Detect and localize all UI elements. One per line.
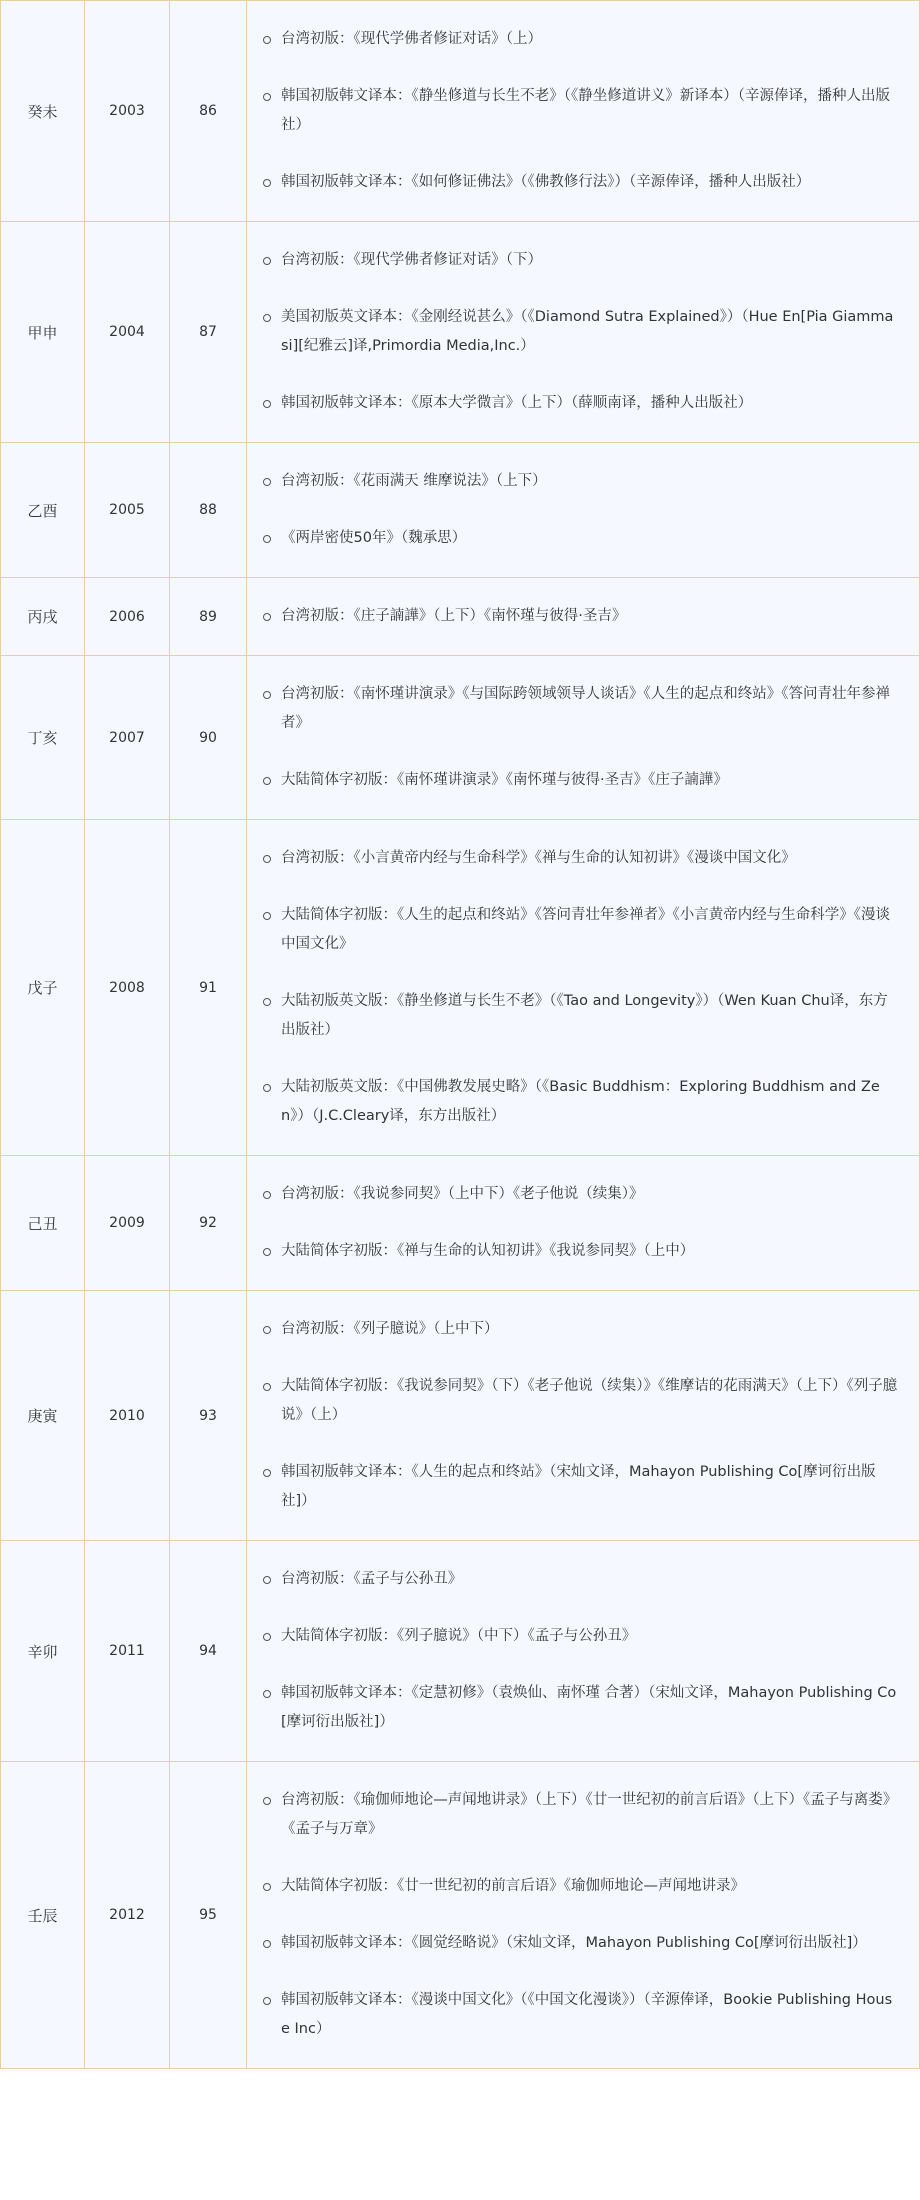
ganzhi-cell: 戊子 (1, 820, 85, 1156)
year-cell: 2004 (85, 222, 170, 443)
ganzhi-cell: 壬辰 (1, 1762, 85, 2069)
event-list (263, 1180, 899, 1266)
events-cell (247, 443, 920, 578)
year-cell: 2008 (85, 820, 170, 1156)
event-list (263, 1315, 899, 1516)
table-row (1, 1541, 920, 1762)
list-item: 大陆简体字初版：《禅与生命的认知初讲》《我说参同契》（上中） (263, 1237, 899, 1266)
year-cell: 2011 (85, 1541, 170, 1762)
list-item: 台湾初版：《现代学佛者修证对话》（上） (263, 25, 899, 54)
ganzhi-cell: 甲申 (1, 222, 85, 443)
year-cell: 2003 (85, 1, 170, 222)
event-list (263, 467, 899, 553)
table-row (1, 443, 920, 578)
list-item: 韩国初版韩文译本：《漫谈中国文化》（《中国文化漫谈》）（辛源俸译，Bookie Publishing House Inc） (263, 1986, 899, 2044)
list-item: 台湾初版：《小言黄帝内经与生命科学》《禅与生命的认知初讲》《漫谈中国文化》 (263, 844, 899, 873)
age-cell: 94 (170, 1541, 247, 1762)
table-row (1, 578, 920, 656)
list-item: 美国初版英文译本：《金刚经说甚么》（《Diamond Sutra Explained》）（Hue En[Pia Giammasi][纪雅云]译,Primordia Media,Inc.） (263, 303, 899, 361)
list-item: 台湾初版：《庄子諵譁》（上下）《南怀瑾与彼得·圣吉》 (263, 602, 899, 631)
list-item: 大陆简体字初版：《廿一世纪初的前言后语》《瑜伽师地论—声闻地讲录》 (263, 1872, 899, 1901)
list-item: 台湾初版：《列子臆说》（上中下） (263, 1315, 899, 1344)
list-item: 《两岸密使50年》（魏承思） (263, 524, 899, 553)
list-item: 大陆简体字初版：《列子臆说》（中下）《孟子与公孙丑》 (263, 1622, 899, 1651)
event-list (263, 25, 899, 197)
age-cell: 93 (170, 1291, 247, 1541)
list-item: 大陆简体字初版：《南怀瑾讲演录》《南怀瑾与彼得·圣吉》《庄子諵譁》 (263, 766, 899, 795)
age-cell: 88 (170, 443, 247, 578)
event-list (263, 680, 899, 795)
table-row (1, 222, 920, 443)
list-item: 韩国初版韩文译本：《静坐修道与长生不老》（《静坐修道讲义》新译本）（辛源俸译，播种人出版社） (263, 82, 899, 140)
table-row (1, 1, 920, 222)
ganzhi-cell: 辛卯 (1, 1541, 85, 1762)
ganzhi-cell: 癸未 (1, 1, 85, 222)
year-cell: 2010 (85, 1291, 170, 1541)
list-item: 台湾初版：《瑜伽师地论—声闻地讲录》（上下）《廿一世纪初的前言后语》（上下）《孟子与离娄》《孟子与万章》 (263, 1786, 899, 1844)
list-item: 韩国初版韩文译本：《原本大学微言》（上下）（薛顺南译，播种人出版社） (263, 389, 899, 418)
age-cell: 90 (170, 656, 247, 820)
events-cell (247, 1, 920, 222)
list-item: 大陆初版英文版：《中国佛教发展史略》（《Basic Buddhism：Exploring Buddhism and Zen》）（J.C.Cleary译，东方出版社） (263, 1073, 899, 1131)
table-row (1, 1291, 920, 1541)
chronology-body (1, 1, 920, 2069)
age-cell: 86 (170, 1, 247, 222)
age-cell: 92 (170, 1156, 247, 1291)
ganzhi-cell: 己丑 (1, 1156, 85, 1291)
list-item: 韩国初版韩文译本：《人生的起点和终站》（宋灿文译，Mahayon Publishing Co[摩诃衍出版社]） (263, 1458, 899, 1516)
event-list (263, 1786, 899, 2044)
list-item: 大陆简体字初版：《人生的起点和终站》《答问青壮年参禅者》《小言黄帝内经与生命科学》《漫谈中国文化》 (263, 901, 899, 959)
year-cell: 2012 (85, 1762, 170, 2069)
events-cell (247, 1156, 920, 1291)
table-row (1, 1156, 920, 1291)
events-cell (247, 656, 920, 820)
year-cell: 2009 (85, 1156, 170, 1291)
age-cell: 95 (170, 1762, 247, 2069)
table-row (1, 656, 920, 820)
list-item: 台湾初版：《花雨满天 维摩说法》（上下） (263, 467, 899, 496)
age-cell: 87 (170, 222, 247, 443)
event-list (263, 844, 899, 1131)
event-list (263, 602, 899, 631)
ganzhi-cell: 丁亥 (1, 656, 85, 820)
list-item: 台湾初版：《现代学佛者修证对话》（下） (263, 246, 899, 275)
ganzhi-cell: 庚寅 (1, 1291, 85, 1541)
event-list (263, 1565, 899, 1737)
event-list (263, 246, 899, 418)
list-item: 韩国初版韩文译本：《如何修证佛法》（《佛教修行法》）（辛源俸译，播种人出版社） (263, 168, 899, 197)
events-cell (247, 1762, 920, 2069)
age-cell: 91 (170, 820, 247, 1156)
table-row (1, 820, 920, 1156)
ganzhi-cell: 乙酉 (1, 443, 85, 578)
list-item: 台湾初版：《南怀瑾讲演录》《与国际跨领域领导人谈话》《人生的起点和终站》《答问青壮年参禅者》 (263, 680, 899, 738)
list-item: 大陆初版英文版：《静坐修道与长生不老》（《Tao and Longevity》）（Wen Kuan Chu译，东方出版社） (263, 987, 899, 1045)
age-cell: 89 (170, 578, 247, 656)
list-item: 台湾初版：《我说参同契》（上中下）《老子他说（续集）》 (263, 1180, 899, 1209)
table-row (1, 1762, 920, 2069)
year-cell: 2006 (85, 578, 170, 656)
list-item: 大陆简体字初版：《我说参同契》（下）《老子他说（续集）》《维摩诘的花雨满天》（上下）《列子臆说》（上） (263, 1372, 899, 1430)
list-item: 韩国初版韩文译本：《定慧初修》（袁焕仙、南怀瑾 合著）（宋灿文译，Mahayon Publishing Co[摩诃衍出版社]） (263, 1679, 899, 1737)
events-cell (247, 820, 920, 1156)
ganzhi-cell: 丙戌 (1, 578, 85, 656)
events-cell (247, 1541, 920, 1762)
list-item: 台湾初版：《孟子与公孙丑》 (263, 1565, 899, 1594)
events-cell (247, 578, 920, 656)
list-item: 韩国初版韩文译本：《圆觉经略说》（宋灿文译，Mahayon Publishing Co[摩诃衍出版社]） (263, 1929, 899, 1958)
events-cell (247, 1291, 920, 1541)
events-cell (247, 222, 920, 443)
year-cell: 2007 (85, 656, 170, 820)
year-cell: 2005 (85, 443, 170, 578)
